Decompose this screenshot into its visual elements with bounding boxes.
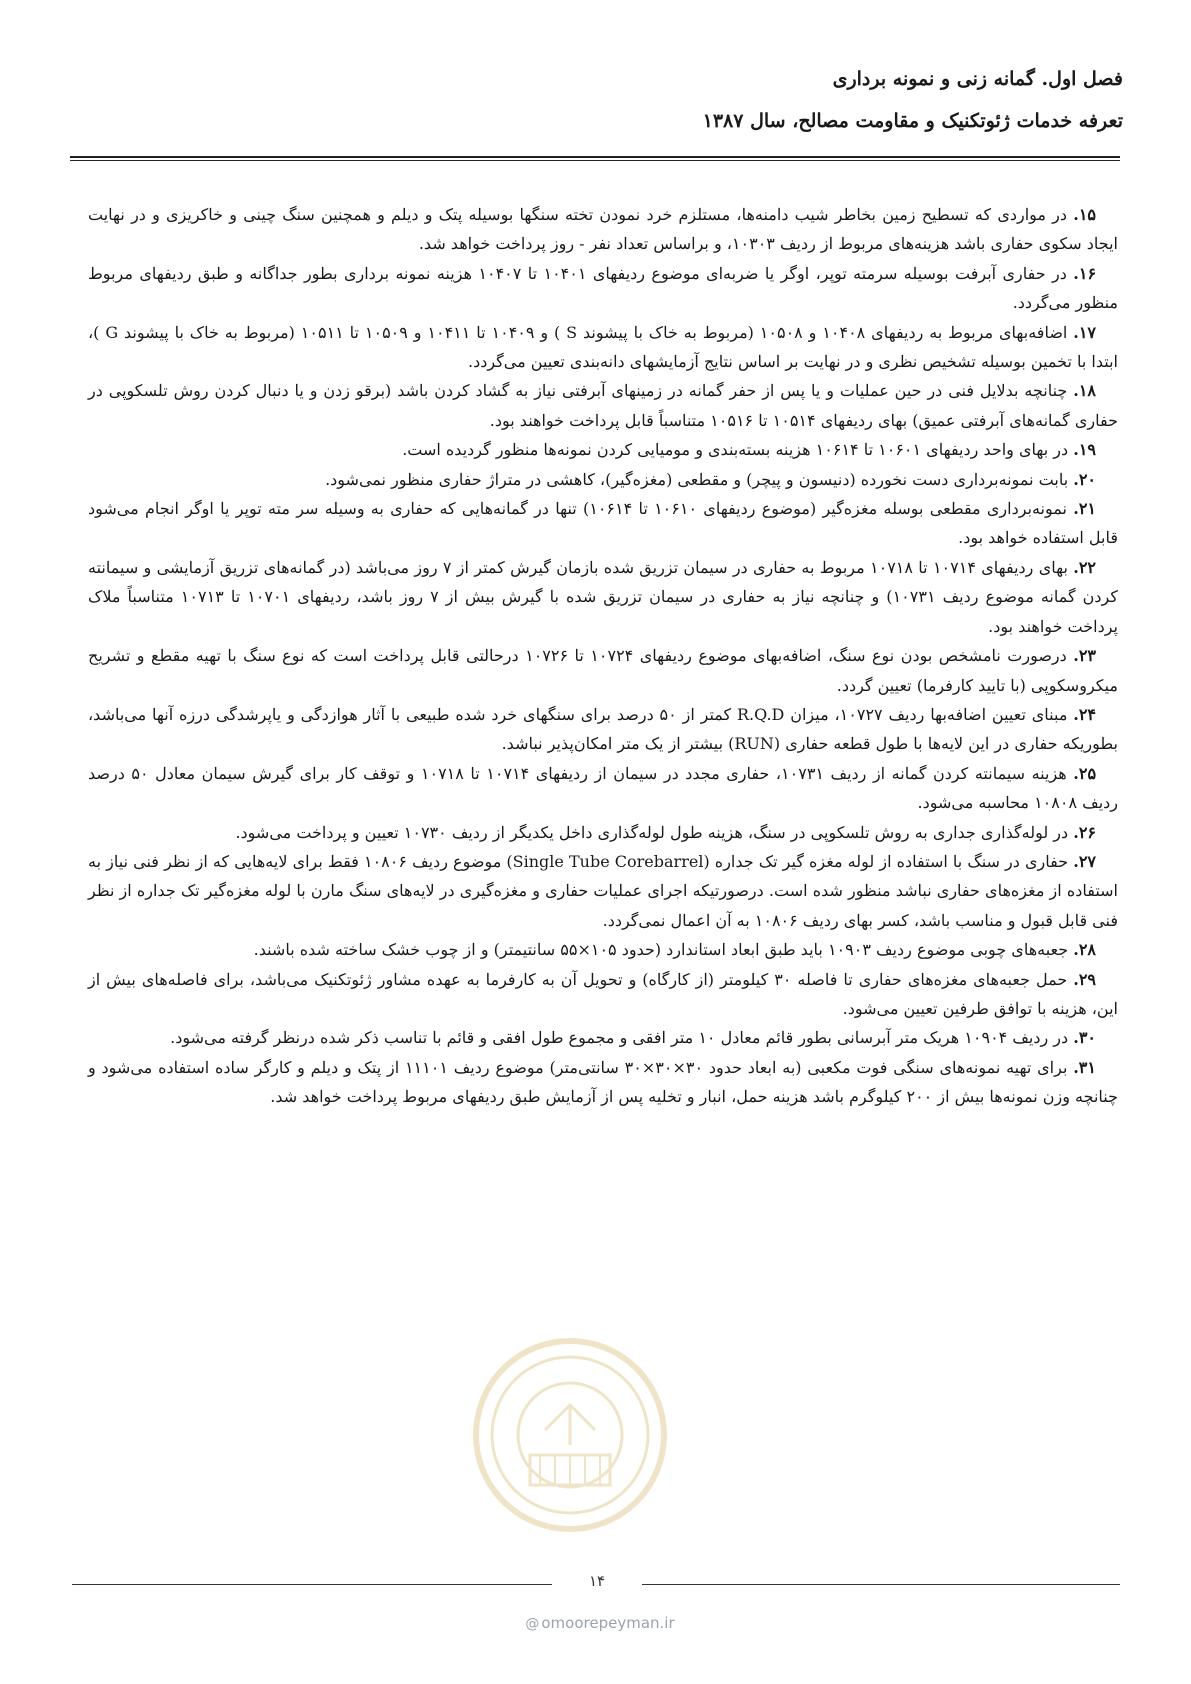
note-number: ۲۸.: [1073, 940, 1096, 960]
at-sign-icon: @: [525, 1616, 540, 1632]
note-number: ۲۶.: [1073, 822, 1096, 842]
website-credit[interactable]: [470, 1614, 730, 1632]
note-paragraph: [88, 641, 1118, 700]
note-paragraph: [88, 553, 1118, 641]
note-text: هزینه سیمانته کردن گمانه از ردیف ۱۰۷۳۱، حفاری مجدد در سیمان از ردیفهای ۱۰۷۱۴ تا ۱۰۷۱۸ و توقف کار برای گیرش سیمان معادل ۵۰ درصد ردیف ۱۰۸۰۸ محاسبه می‌شود.: [88, 763, 1118, 813]
note-number: ۲۱.: [1073, 499, 1097, 519]
note-paragraph: [88, 494, 1118, 553]
note-text: حفاری در سنگ با استفاده از لوله مغزه گیر تک جداره (Single Tube Corebarrel) موضوع ردیف ۱۰۸۰۶ فقط برای لایه‌هایی که از نظر فنی نیاز به استفاده از مغزه‌های حفاری نباشد منظور شده است. درصورتیکه اجرای عملیات حفاری و مغزه‌گیری در لایه‌های سنگ مارن با لوله مغزه‌گیر تک جداره از نظر فنی قابل قبول و مناسب باشد، کسر بهای ردیف ۱۰۸۰۶ به آن اعمال نمی‌گردد.: [88, 851, 1118, 930]
note-text: نمونه‌برداری مقطعی بوسله مغزه‌گیر (موضوع ردیفهای ۱۰۶۱۰ تا ۱۰۶۱۴) تنها در گمانه‌هایی که حفاری به وسیله سر مته توپر یا اوگر انجام می‌شود قابل استفاده خواهد بود.: [88, 499, 1118, 548]
note-number: ۲۵.: [1073, 763, 1097, 783]
note-text: در ردیف ۱۰۹۰۴ هریک متر آبرسانی بطور قائم معادل ۱۰ متر افقی و مجموع طول افقی و قائم با تناسب ذکر شده درنظر گرفته می‌شود.: [170, 1028, 1074, 1048]
footer-divider-left: [72, 1584, 552, 1585]
note-paragraph: [88, 1053, 1118, 1112]
note-paragraph: [88, 818, 1118, 847]
note-number: ۲۷.: [1073, 851, 1097, 871]
note-number: ۲۳.: [1073, 646, 1097, 666]
note-paragraph: [88, 1023, 1118, 1052]
note-text: در بهای واحد ردیفهای ۱۰۶۰۱ تا ۱۰۶۱۴ هزینه بسته‌بندی و مومیایی کردن نمونه‌ها منظور گردیده است.: [402, 440, 1074, 460]
note-number: ۲۹.: [1073, 969, 1096, 989]
note-number: ۲۲.: [1073, 557, 1097, 577]
note-text: مبنای تعیین اضافه‌بها ردیف ۱۰۷۲۷، میزان R.Q.D کمتر از ۵۰ درصد برای سنگهای خرد شده طبیعی با آثار هوازدگی و یاپرشدگی درزه آنها می‌باشد، بطوریکه حفاری در این لایه‌ها با طول قطعه حفاری (RUN) بیشتر از یک متر امکان‌پذیر نباشد.: [88, 704, 1118, 754]
note-number: ۱۸.: [1073, 381, 1096, 401]
note-text: حمل جعبه‌های مغزه‌های حفاری تا فاصله ۳۰ کیلومتر (از کارگاه) و تحویل آن به کارفرما به عهده مشاور ژئوتکنیک می‌باشد، برای فاصله‌های بیش از این، هزینه با توافق طرفین تعیین می‌شود.: [88, 969, 1118, 1018]
website-url[interactable]: omoorepeyman.ir: [541, 1614, 675, 1632]
note-paragraph: [88, 435, 1118, 464]
note-text: در حفاری آبرفت بوسیله سرمته توپر، اوگر یا ضربه‌ای موضوع ردیفهای ۱۰۴۰۱ تا ۱۰۴۰۷ هزینه نمونه برداری بطور جداگانه و طبق ردیفهای مربوط منظور می‌گردد.: [88, 263, 1118, 313]
note-paragraph: [88, 759, 1118, 818]
seal-emblem-icon: [470, 1335, 670, 1535]
note-number: ۳۱.: [1073, 1057, 1096, 1077]
note-text: چنانچه بدلایل فنی در حین عملیات و یا پس از حفر گمانه در زمینهای آبرفتی نیاز به گشاد کردن باشد (برقو زدن و یا دنبال کردن روش تلسکوپی در حفاری گمانه‌های آبرفتی عمیق) بهای ردیفهای ۱۰۵۱۴ تا ۱۰۵۱۶ متناسباً قابل پرداخت خواهند بود.: [88, 381, 1118, 430]
note-number: ۲۰.: [1073, 469, 1096, 489]
note-text: در مواردی که تسطیح زمین بخاطر شیب دامنه‌ها، مستلزم خرد نمودن تخته سنگها بوسیله پتک و دیلم و همچنین سنگ چینی و خاکریزی و در نهایت ایجاد سکوی حفاری باشد هزینه‌های مربوط از ردیف ۱۰۳۰۳، و براساس تعداد نفر - روز پرداخت خواهد شد.: [88, 205, 1118, 254]
note-number: ۲۴.: [1073, 704, 1097, 724]
note-paragraph: [88, 965, 1118, 1024]
note-text: در لوله‌گذاری جداری به روش تلسکوپی در سنگ، هزینه طول لوله‌گذاری داخل یکدیگر از ردیف ۱۰۷۳۰ تعیین و پرداخت می‌شود.: [235, 822, 1074, 842]
note-number: ۱۵.: [1073, 205, 1096, 224]
notes-list: [88, 200, 1118, 1112]
note-number: ۳۰.: [1073, 1028, 1096, 1048]
note-text: درصورت نامشخص بودن نوع سنگ، اضافه‌بهای موضوع ردیفهای ۱۰۷۲۴ تا ۱۰۷۲۶ درحالتی قابل پرداخت است که نوع سنگ با تهیه مقطع و تشریح میکروسکوپی (با تایید کارفرما) تعیین گردد.: [88, 646, 1118, 695]
note-paragraph: [88, 200, 1118, 259]
note-text: بهای ردیفهای ۱۰۷۱۴ تا ۱۰۷۱۸ مربوط به حفاری در سیمان تزریق شده بازمان گیرش کمتر از ۷ روز می‌باشد (در گمانه‌های تزریق آزمایشی و سیمانته کردن گمانه موضوع ردیف ۱۰۷۳۱) و چنانچه نیاز به حفاری در سیمان تزریق شده با گیرش بیش از ۷ روز باشد، ردیفهای ۱۰۷۰۱ تا ۱۰۷۱۳ متناسباً ملاک پرداخت خواهند بود.: [88, 557, 1118, 636]
note-paragraph: [88, 259, 1118, 318]
page-number: ۱۴: [588, 1572, 606, 1590]
note-number: ۱۶.: [1073, 263, 1097, 283]
note-paragraph: [88, 465, 1118, 494]
note-paragraph: [88, 700, 1118, 759]
note-paragraph: [88, 318, 1118, 377]
note-paragraph: [88, 847, 1118, 935]
note-text: برای تهیه نمونه‌های سنگی فوت مکعبی (به ابعاد حدود ۳۰×۳۰×۳۰ سانتی‌متر) موضوع ردیف ۱۱۱۰۱ از پتک و دیلم و کارگر ساده استفاده می‌شود و چنانچه وزن نمونه‌ها بیش از ۲۰۰ کیلوگرم باشد هزینه حمل، انبار و تخلیه پس از آزمایش طبق ردیفهای مربوط پرداخت خواهد شد.: [88, 1057, 1118, 1107]
note-text: جعبه‌های چوبی موضوع ردیف ۱۰۹۰۳ باید طبق ابعاد استاندارد (حدود ۱۰۵×۵۵ سانتیمتر) و از چوب خشک ساخته شده باشند.: [253, 940, 1074, 960]
note-paragraph: [88, 376, 1118, 435]
page-header: [68, 62, 1123, 138]
footer-divider-right: [642, 1584, 1120, 1585]
note-text: اضافه‌بهای مربوط به ردیفهای ۱۰۴۰۸ و ۱۰۵۰۸ (مربوط به خاک با پیشوند S ) و ۱۰۴۰۹ تا ۱۰۴۱۱ و ۱۰۵۰۹ تا ۱۰۵۱۱ (مربوط به خاک با پیشوند G )، ابتدا با تخمین بوسیله تشخیص نظری و در نهایت بر اساس نتایج آزمایشهای دانه‌بندی تعیین می‌گردد.: [88, 322, 1118, 372]
note-number: ۱۷.: [1073, 322, 1097, 342]
note-text: بابت نمونه‌برداری دست نخورده (دنیسون و پیچر) و مقطعی (مغزه‌گیر)، کاهشی در متراژ حفاری منظور نمی‌شود.: [325, 469, 1074, 489]
header-divider: [70, 156, 1120, 161]
note-number: ۱۹.: [1073, 440, 1096, 460]
chapter-title: فصل اول. گمانه زنی و نمونه برداری: [832, 68, 1123, 90]
document-title: تعرفه خدمات ژئوتکنیک و مقاومت مصالح، سال ۱۳۸۷: [702, 110, 1123, 132]
note-paragraph: [88, 935, 1118, 964]
